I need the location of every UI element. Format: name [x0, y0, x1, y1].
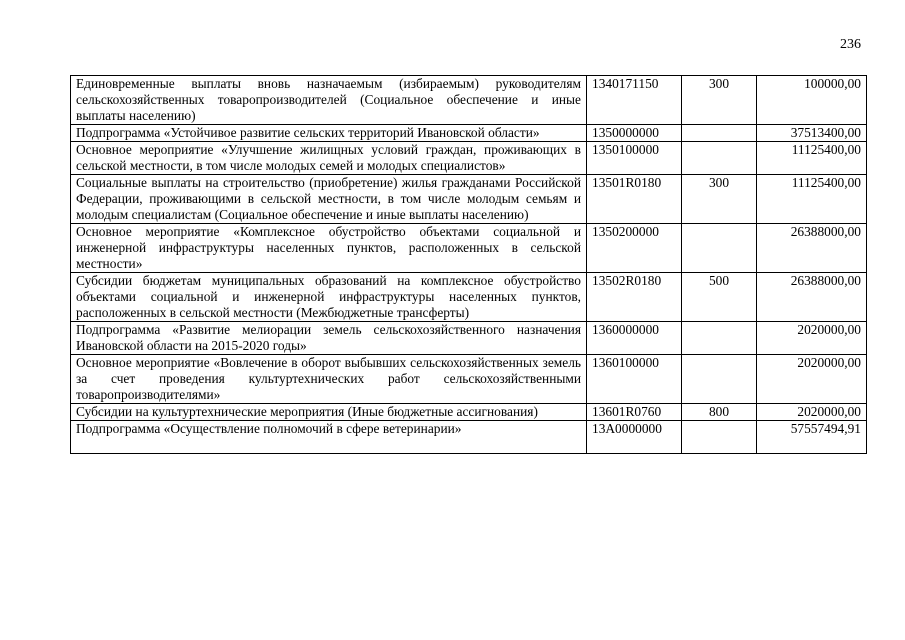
- row-amount: 37513400,00: [757, 125, 867, 142]
- row-expense-type: [682, 224, 757, 273]
- row-amount: 100000,00: [757, 76, 867, 125]
- row-expense-type: 300: [682, 175, 757, 224]
- table-row: [71, 421, 867, 454]
- row-amount: 2020000,00: [757, 404, 867, 421]
- row-code: 13501R0180: [587, 175, 682, 224]
- row-code: 1340171150: [587, 76, 682, 125]
- row-expense-type: [682, 355, 757, 404]
- row-amount: 2020000,00: [757, 322, 867, 355]
- row-expense-type: 800: [682, 404, 757, 421]
- row-amount: 11125400,00: [757, 142, 867, 175]
- row-expense-type: [682, 421, 757, 454]
- row-expense-type: 500: [682, 273, 757, 322]
- row-description: Субсидии на культуртехнические мероприятия (Иные бюджетные ассигнования): [71, 404, 587, 421]
- row-code: 1360100000: [587, 355, 682, 404]
- row-description: Подпрограмма «Развитие мелиорации земель сельскохозяйственного назначения Ивановской области на 2015-2020 годы»: [71, 322, 587, 355]
- row-amount: 57557494,91: [757, 421, 867, 454]
- row-amount: 26388000,00: [757, 273, 867, 322]
- table-row: [71, 224, 867, 273]
- table-row: [71, 355, 867, 404]
- row-description: Подпрограмма «Осуществление полномочий в сфере ветеринарии»: [71, 421, 587, 454]
- budget-table: [70, 75, 867, 454]
- row-code: 13А0000000: [587, 421, 682, 454]
- row-expense-type: [682, 322, 757, 355]
- row-expense-type: [682, 125, 757, 142]
- row-description: Основное мероприятие «Комплексное обустройство объектами социальной и инженерной инфраструктуры населенных пунктов, расположенных в сельской местности»: [71, 224, 587, 273]
- row-description: Социальные выплаты на строительство (приобретение) жилья гражданами Российской Федерации, проживающими в сельской местности, в том числе молодым семьям и молодым специалистам (Социальное обеспечение и иные выплаты населению): [71, 175, 587, 224]
- table-row: [71, 322, 867, 355]
- row-code: 13502R0180: [587, 273, 682, 322]
- row-code: 1360000000: [587, 322, 682, 355]
- row-description: Основное мероприятие «Улучшение жилищных условий граждан, проживающих в сельской местности, в том числе молодых семей и молодых специалистов»: [71, 142, 587, 175]
- table-row: [71, 404, 867, 421]
- row-description: Единовременные выплаты вновь назначаемым (избираемым) руководителям сельскохозяйственных товаропроизводителей (Социальное обеспечение и иные выплаты населению): [71, 76, 587, 125]
- row-code: 13601R0760: [587, 404, 682, 421]
- row-description: Основное мероприятие «Вовлечение в оборот выбывших сельскохозяйственных земель за счет проведения культуртехнических работ сельскохозяйственными товаропроизводителями»: [71, 355, 587, 404]
- row-code: 1350000000: [587, 125, 682, 142]
- row-description: Подпрограмма «Устойчивое развитие сельских территорий Ивановской области»: [71, 125, 587, 142]
- page-number: 236: [840, 37, 861, 52]
- table-row: [71, 273, 867, 322]
- row-amount: 11125400,00: [757, 175, 867, 224]
- table-row: [71, 142, 867, 175]
- row-expense-type: [682, 142, 757, 175]
- row-amount: 26388000,00: [757, 224, 867, 273]
- row-code: 1350100000: [587, 142, 682, 175]
- row-description: Субсидии бюджетам муниципальных образований на комплексное обустройство объектами социальной и инженерной инфраструктуры населенных пунктов, расположенных в сельской местности (Межбюджетные трансферты): [71, 273, 587, 322]
- table-row: [71, 76, 867, 125]
- row-amount: 2020000,00: [757, 355, 867, 404]
- row-code: 1350200000: [587, 224, 682, 273]
- table-row: [71, 175, 867, 224]
- table-row: [71, 125, 867, 142]
- row-expense-type: 300: [682, 76, 757, 125]
